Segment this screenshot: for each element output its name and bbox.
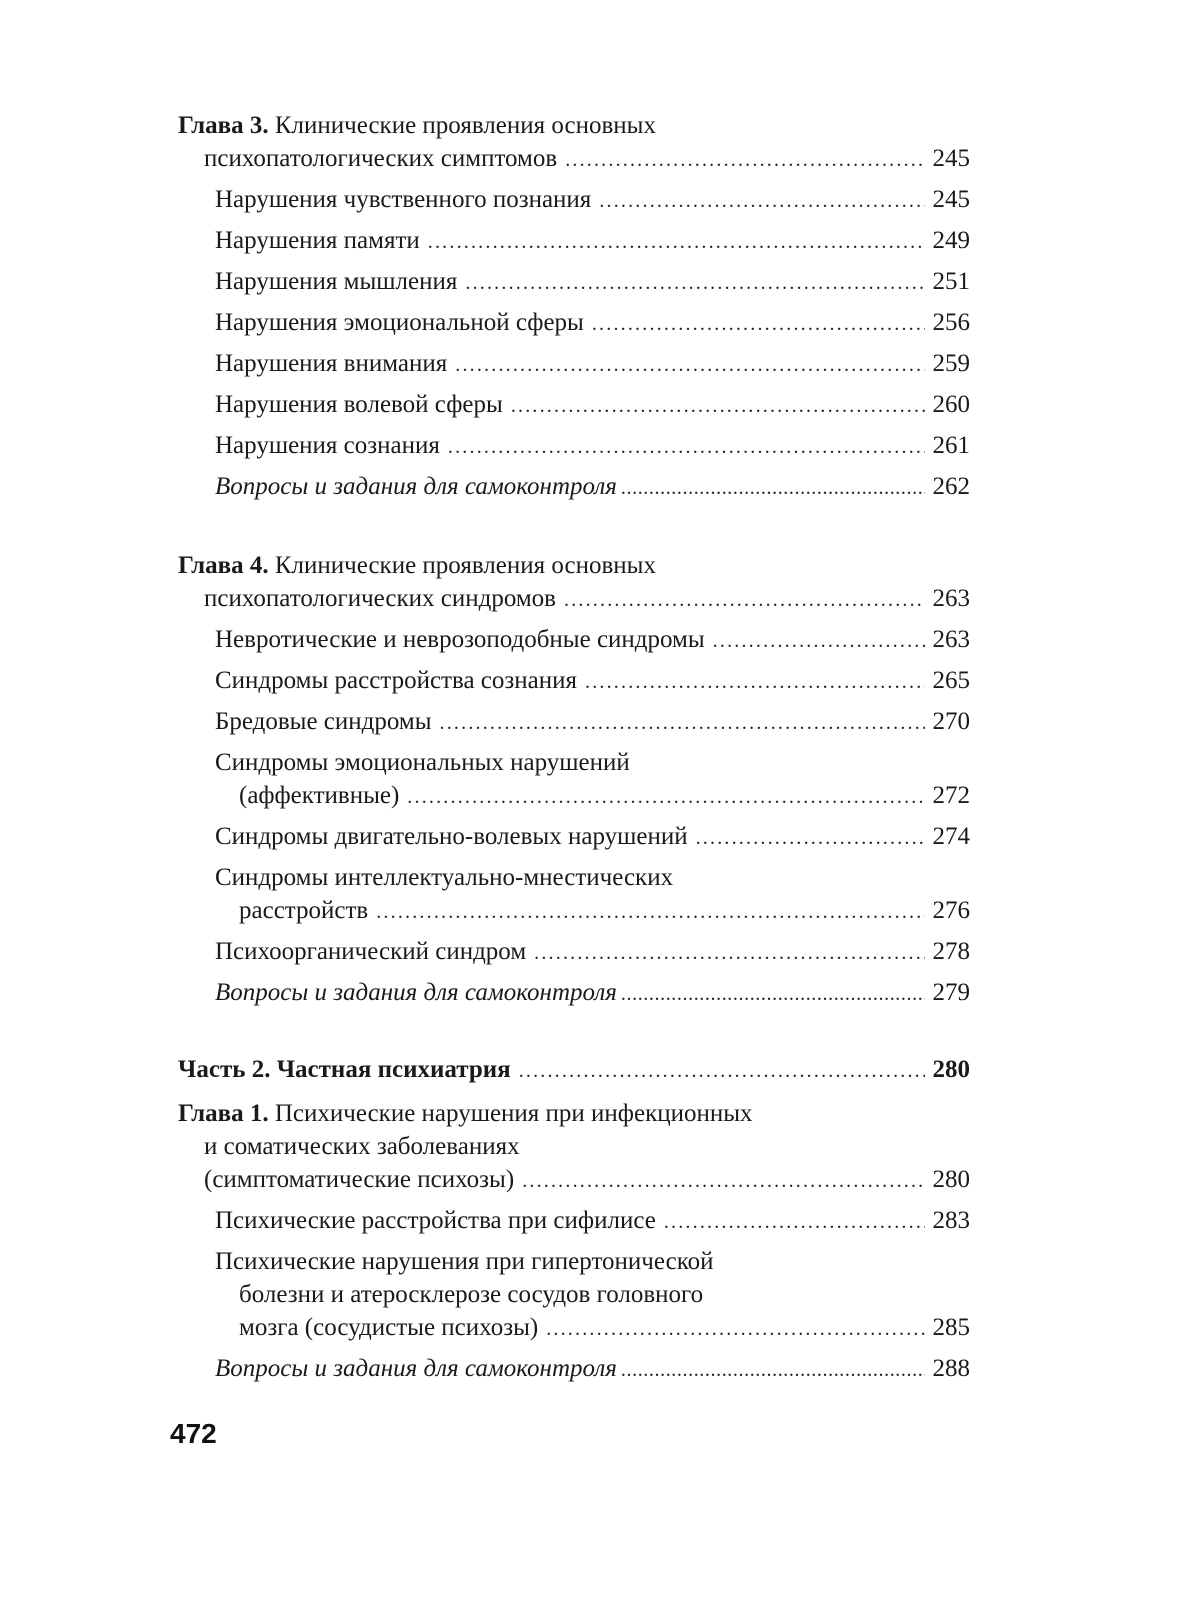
leader-dots	[534, 935, 924, 971]
toc-entry-title: Вопросы и задания для самоконтроля	[215, 473, 617, 500]
part-2-heading	[178, 1052, 970, 1088]
chapter-3-label: Глава 3.	[178, 112, 269, 139]
leader-dots	[599, 183, 924, 219]
toc-entry-page: 260	[932, 391, 970, 418]
toc-entry-line2	[239, 893, 970, 929]
chapter-4-page: 263	[932, 585, 970, 612]
toc-entry-page: 274	[932, 823, 970, 850]
toc-entry-page: 279	[932, 979, 970, 1006]
toc-entry-page: 259	[932, 350, 970, 377]
toc-entry	[215, 663, 970, 699]
toc-entry	[215, 704, 970, 740]
leader-dots	[522, 1163, 924, 1199]
leader-dots	[519, 1053, 925, 1089]
leader-dots	[621, 470, 925, 506]
toc-entry-page: 288	[932, 1355, 970, 1382]
toc-entry-line1	[215, 860, 970, 896]
toc-entry-title-cont: болезни и атеросклерозе сосудов головного	[239, 1281, 704, 1308]
toc-entry-title: Нарушения эмоциональной сферы	[215, 309, 584, 336]
toc-entry	[215, 622, 970, 658]
toc-entry-page: 262	[932, 473, 970, 500]
toc-entry	[215, 1203, 970, 1239]
leader-dots	[376, 894, 924, 930]
part-2-chapter-1-title-line3-row	[204, 1162, 970, 1198]
toc-entry-title: Нарушения чувственного познания	[215, 186, 592, 213]
part-2-chapter-1-title-line2-row	[204, 1129, 970, 1165]
leader-dots	[565, 142, 924, 178]
toc-entry-page: 251	[932, 268, 970, 295]
chapter-3-title-line2: психопатологических симптомов	[204, 145, 558, 172]
leader-dots	[511, 388, 925, 424]
toc-entry-page: 270	[932, 708, 970, 735]
toc-entry	[215, 182, 970, 218]
chapter-4-label: Глава 4.	[178, 552, 269, 579]
leader-dots	[465, 265, 924, 301]
toc-entry	[215, 819, 970, 855]
part-2-chapter-1-heading	[178, 1096, 970, 1132]
chapter-3-title-continuation	[204, 141, 970, 177]
toc-entry-page: 272	[932, 782, 970, 809]
toc-entry-page: 256	[932, 309, 970, 336]
chapter-4-title-line2: психопатологических синдромов	[204, 585, 556, 612]
toc-entry-title: Синдромы эмоциональных нарушений	[215, 749, 630, 776]
part-2-title: Часть 2. Частная психиатрия	[178, 1056, 511, 1083]
leader-dots	[696, 820, 925, 856]
part-2-chapter-1-title-line3: (симптоматические психозы)	[204, 1166, 515, 1193]
toc-entry-title: Синдромы расстройства сознания	[215, 667, 577, 694]
part-2-page: 280	[932, 1056, 970, 1083]
part-2-chapter-1-label: Глава 1.	[178, 1100, 269, 1127]
toc-entry-questions	[215, 975, 970, 1011]
toc-entry-page: 283	[932, 1207, 970, 1234]
toc-entry-title-cont: (аффективные)	[239, 782, 400, 809]
leader-dots	[585, 664, 925, 700]
page-number: 472	[170, 1418, 217, 1449]
toc-entry-title: Психические нарушения при гипертонической	[215, 1248, 714, 1275]
leader-dots	[564, 582, 925, 618]
toc-entry	[215, 223, 970, 259]
chapter-4-title-continuation	[204, 581, 970, 617]
leader-dots	[440, 705, 925, 741]
leader-dots	[713, 623, 925, 659]
toc-entry	[215, 305, 970, 341]
toc-entry-title: Нарушения внимания	[215, 350, 448, 377]
toc-entry-questions	[215, 469, 970, 505]
toc-entry-page: 276	[932, 897, 970, 924]
toc-entry-title: Нарушения волевой сферы	[215, 391, 503, 418]
toc-entry-page: 249	[932, 227, 970, 254]
toc-entry-title: Нарушения памяти	[215, 227, 420, 254]
toc-entry-title: Вопросы и задания для самоконтроля	[215, 1355, 617, 1382]
toc-entry-title: Нарушения сознания	[215, 432, 440, 459]
leader-dots	[621, 1352, 925, 1388]
toc-entry-line1	[215, 1244, 970, 1280]
toc-entry-title-cont: расстройств	[239, 897, 369, 924]
toc-entry	[215, 346, 970, 382]
toc-entry-title: Психические расстройства при сифилисе	[215, 1207, 656, 1234]
part-2-chapter-1-page: 280	[932, 1166, 970, 1193]
toc-entry	[215, 264, 970, 300]
toc-entry-page: 245	[932, 186, 970, 213]
toc-entry-page: 265	[932, 667, 970, 694]
part-2-chapter-1-title-line1: Психические нарушения при инфекционных	[274, 1100, 753, 1127]
toc-entry-title: Вопросы и задания для самоконтроля	[215, 979, 617, 1006]
leader-dots	[455, 347, 924, 383]
toc-entry-title-cont: мозга (сосудистые психозы)	[239, 1314, 539, 1341]
toc-entry-page: 261	[932, 432, 970, 459]
part-2-chapter-1-title-line2: и соматических заболеваниях	[204, 1133, 520, 1160]
toc-entry-title: Нарушения мышления	[215, 268, 458, 295]
toc-entry-title: Психоорганический синдром	[215, 938, 527, 965]
toc-entry	[215, 934, 970, 970]
toc-entry-line2	[239, 1277, 970, 1313]
chapter-3-page: 245	[932, 145, 970, 172]
toc-entry	[215, 428, 970, 464]
leader-dots	[621, 976, 925, 1012]
toc-entry-questions	[215, 1351, 970, 1387]
toc-entry-line3	[239, 1310, 970, 1346]
toc-entry-title: Бредовые синдромы	[215, 708, 432, 735]
toc-entry-line2	[239, 778, 970, 814]
leader-dots	[592, 306, 925, 342]
toc-entry-title: Синдромы двигательно-волевых нарушений	[215, 823, 688, 850]
chapter-3-title-line1: Клинические проявления основных	[274, 112, 656, 139]
toc-entry-line1	[215, 745, 970, 781]
chapter-4-heading	[178, 548, 970, 584]
toc-entry-title: Синдромы интеллектуально-мнестических	[215, 864, 674, 891]
toc-entry-page: 285	[932, 1314, 970, 1341]
toc-entry	[215, 387, 970, 423]
leader-dots	[428, 224, 925, 260]
chapter-4-title-line1: Клинические проявления основных	[274, 552, 656, 579]
chapter-3-heading	[178, 108, 970, 144]
leader-dots	[407, 779, 924, 815]
toc-entry-title: Невротические и неврозоподобные синдромы	[215, 626, 705, 653]
toc-entry-page: 278	[932, 938, 970, 965]
leader-dots	[664, 1204, 925, 1240]
leader-dots	[546, 1311, 924, 1347]
toc-entry-page: 263	[932, 626, 970, 653]
leader-dots	[448, 429, 925, 465]
